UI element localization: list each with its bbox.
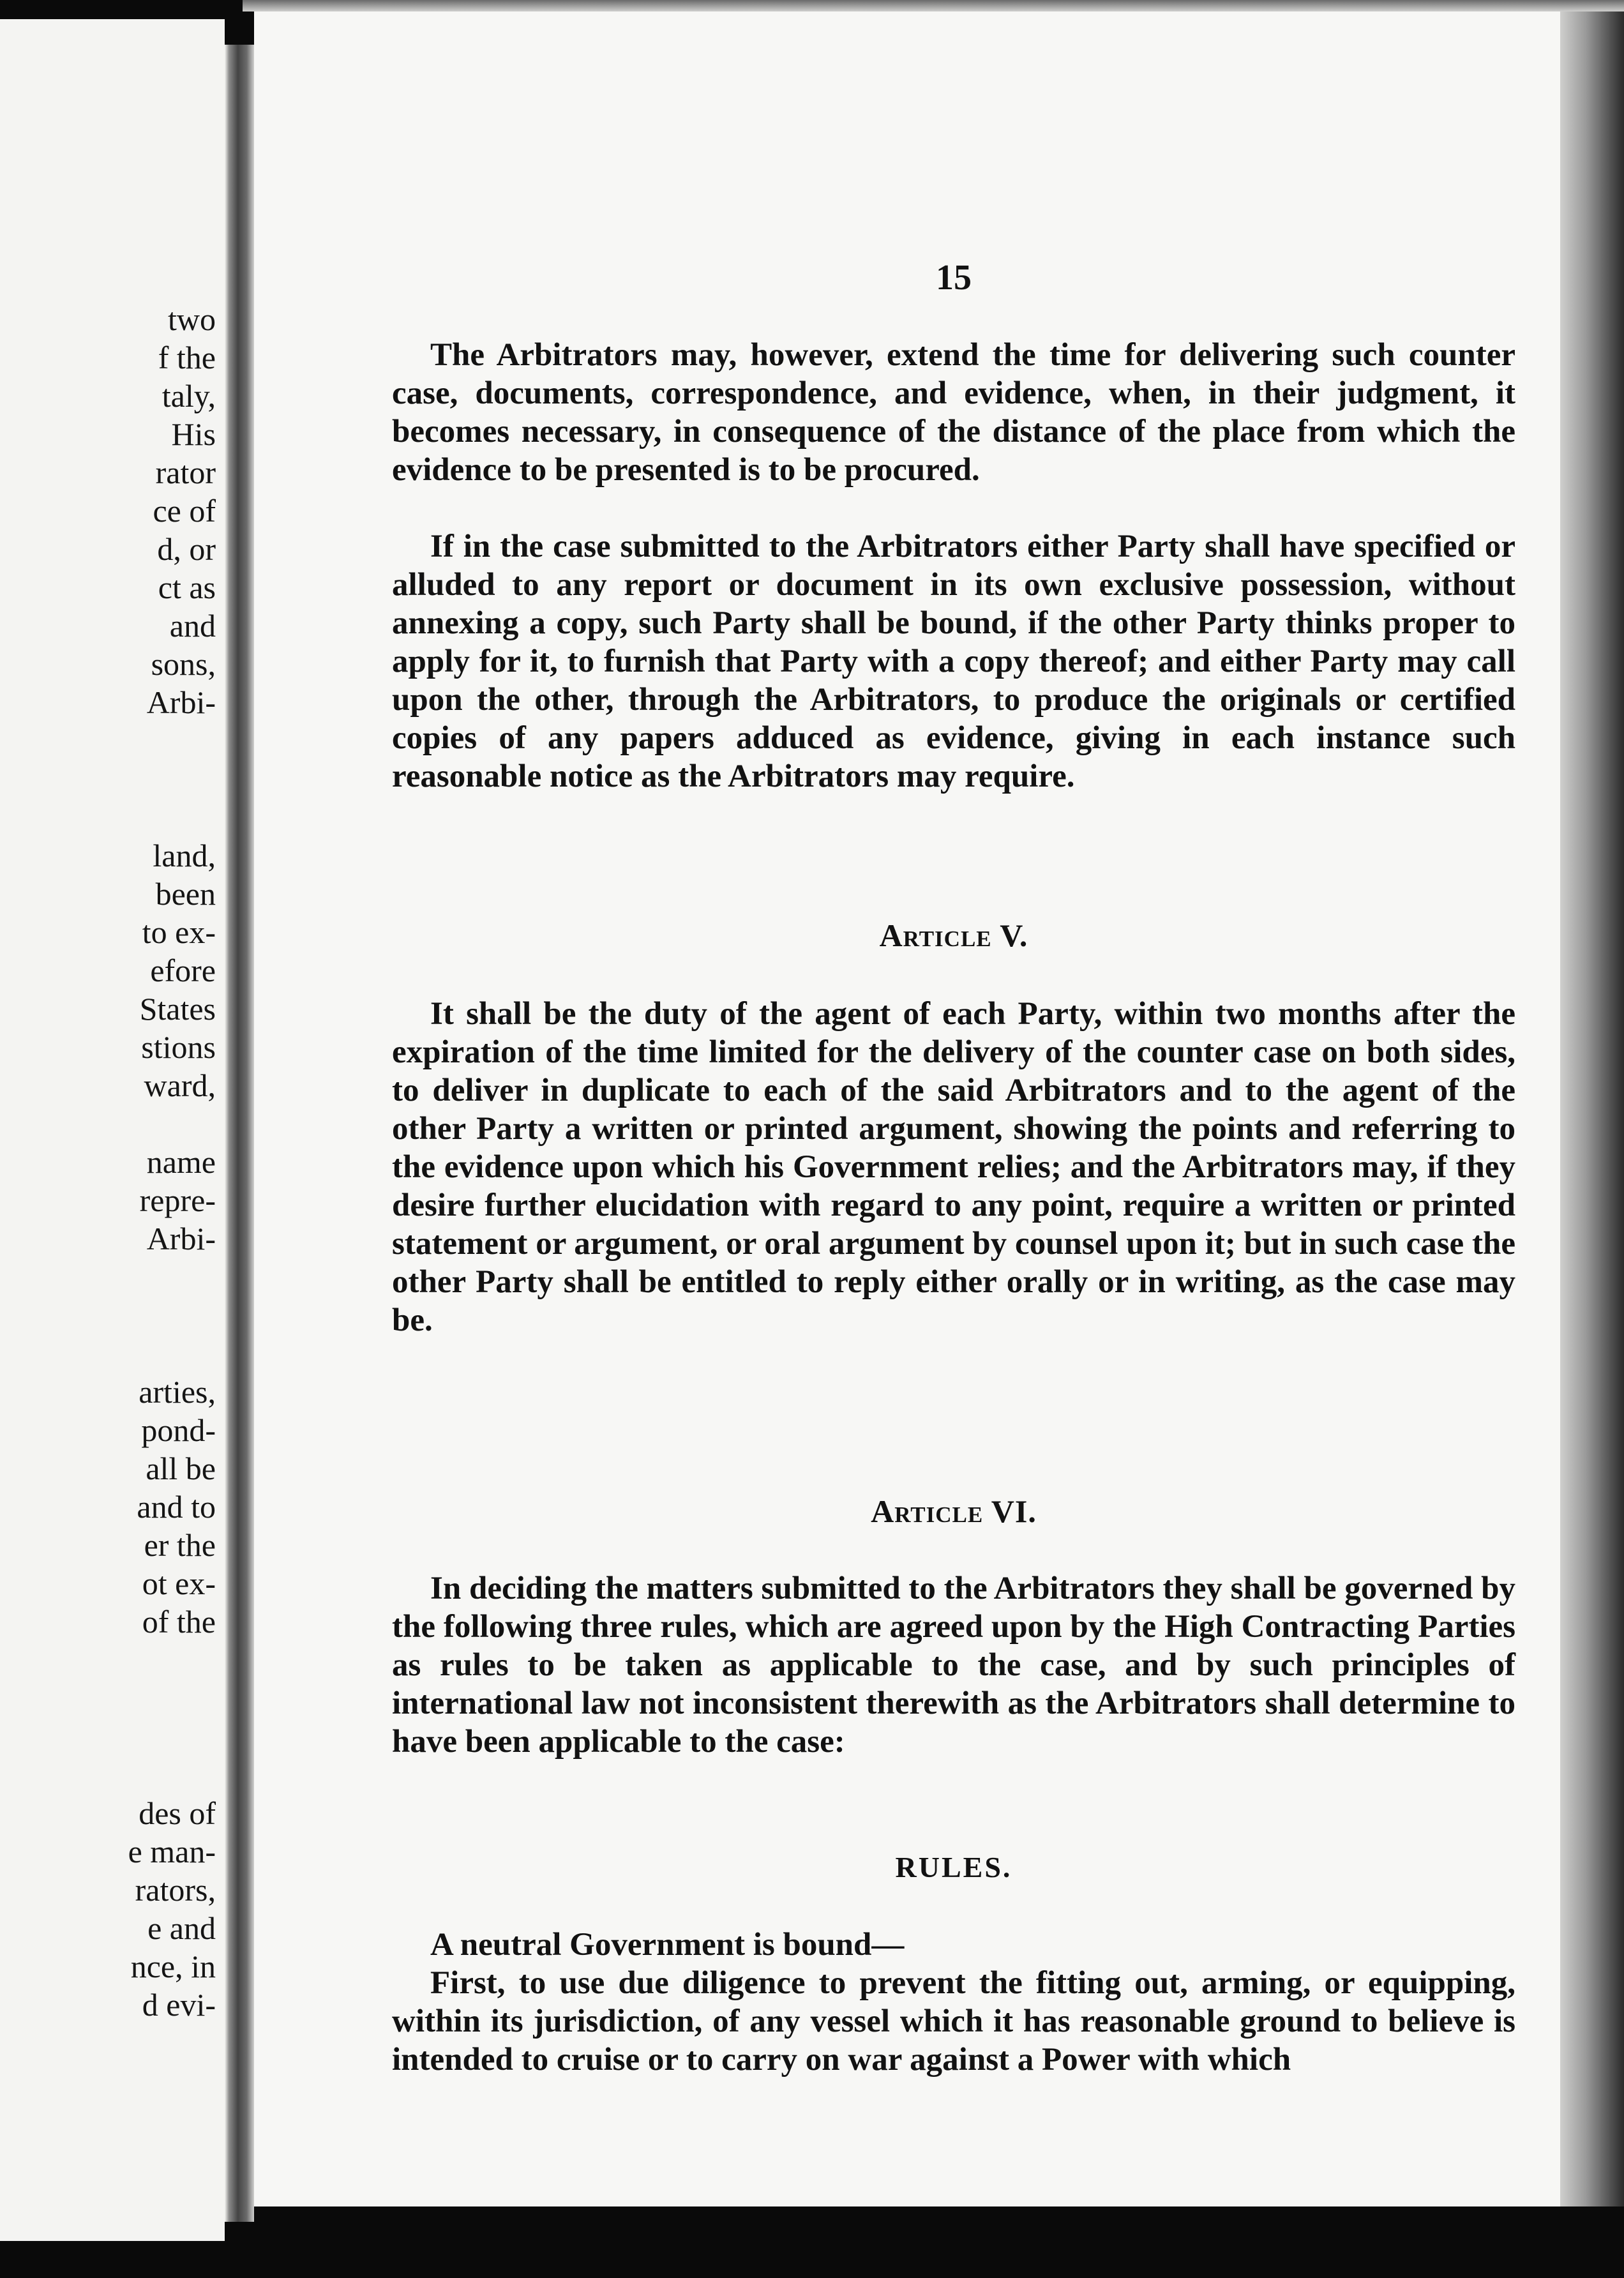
facing-page-line: name — [146, 1144, 216, 1180]
paragraph-extend-time: The Arbitrators may, however, extend the time for delivering such counter case, documents, correspondence, and evidence, when, in their judgment, it becomes necessary, in consequence of the distance of the place from which the evidence to be presented is to be procured. — [392, 337, 1515, 488]
facing-page-line — [128, 1334, 216, 1373]
facing-page-line — [128, 721, 216, 760]
facing-page-line — [128, 1296, 216, 1334]
facing-page-line: pond- — [141, 1412, 216, 1448]
article-v-heading — [392, 917, 1515, 954]
facing-page-line: e man- — [128, 1834, 216, 1869]
paragraph-deciding-matters: In deciding the matters submitted to the Arbitrators they shall be governed by the following three rules, which are agreed upon by the High Contracting Parties as rules to be taken as applicable to the case, and by such principles of international law not inconsistent therewith as the Arbitrators shall determine to have been applicable to the case: — [392, 1571, 1515, 1760]
facing-page-line: ce of — [153, 493, 216, 529]
facing-page-fragment — [0, 19, 225, 2241]
facing-page-line: f the — [158, 340, 216, 375]
facing-page-line: nce, in — [130, 1949, 216, 1984]
facing-page-line — [128, 1258, 216, 1296]
facing-page-line: stions — [141, 1029, 216, 1065]
facing-page-line — [128, 760, 216, 798]
facing-page-line — [128, 1679, 216, 1717]
facing-page-line: arties, — [139, 1374, 216, 1410]
facing-page-line: Arbi- — [146, 684, 216, 720]
facing-page-line: d, or — [157, 531, 216, 567]
facing-page-line: land, — [153, 838, 216, 873]
facing-page-line: repre- — [139, 1182, 216, 1218]
facing-page-line: ct as — [158, 570, 216, 605]
paragraph-exclusive-possession: If in the case submitted to the Arbitrators either Party shall have specified or alluded to any report or document in its own exclusive possession, without annexing a copy, such Party shall be bound, if the other Party thinks proper to apply for it, to furnish that Party with a copy thereof; and either Party may call upon the other, through the Arbitrators, to produce the originals or certified copies of any papers adduced as evidence, giving in each instance such reasonable notice as the Arbitrators may require. — [392, 529, 1515, 794]
facing-page-text — [128, 300, 216, 2024]
facing-page-line: rator — [155, 455, 216, 490]
binding-gutter — [225, 45, 254, 2222]
article-v-label: Article V. — [879, 917, 1028, 953]
rules-heading: RULES. — [895, 1851, 1012, 1883]
facing-page-line: taly, — [162, 378, 216, 414]
facing-page-line: ot ex- — [142, 1565, 216, 1601]
facing-page-line — [128, 1641, 216, 1679]
facing-page-line: and — [169, 608, 216, 644]
book-page — [254, 11, 1560, 2206]
page-number: 15 — [936, 258, 972, 298]
paragraph-first-rule: First, to use due diligence to prevent the fitting out, arming, or equipping, within its jurisdiction, of any vessel which it has reasonable ground to believe is intended to cruise or to carry on war against a Power with which — [392, 1965, 1515, 2078]
article-vi-label: Article VI. — [871, 1493, 1037, 1529]
paragraph-neutral-government: A neutral Government is bound— — [430, 1927, 905, 1963]
facing-page-line: and to — [137, 1489, 216, 1525]
facing-page-line: sons, — [151, 646, 216, 682]
facing-page-line — [128, 1717, 216, 1756]
facing-page-line — [128, 798, 216, 836]
facing-page-line: His — [171, 416, 216, 452]
facing-page-line: all be — [146, 1451, 216, 1486]
facing-page-line: to ex- — [142, 914, 216, 950]
page-edge-shadow — [1560, 11, 1624, 2206]
article-vi-heading — [392, 1493, 1515, 1530]
facing-page-line: er the — [144, 1527, 216, 1563]
facing-page-line: States — [139, 991, 216, 1027]
facing-page-line — [128, 1105, 216, 1143]
facing-page-line — [128, 1756, 216, 1794]
facing-page-line: des of — [139, 1795, 216, 1831]
facing-page-line: of the — [142, 1604, 216, 1640]
facing-page-line: d evi- — [142, 1987, 216, 2023]
facing-page-line: rators, — [135, 1872, 216, 1908]
facing-page-line: Arbi- — [146, 1221, 216, 1256]
facing-page-line: e and — [147, 1910, 216, 1946]
facing-page-line: ward, — [144, 1067, 216, 1103]
paragraph-duty-of-agent: It shall be the duty of the agent of each Party, within two months after the expiration of the time limited for the delivery of the counter case on both sides, to deliver in duplicate to each of the said Arbitrators and to the agent of the other Party a written or printed argument, showing the points and referring to the evidence upon which his Government relies; and the Arbitrators may, if they desire further elucidation with regard to any point, require a written or printed statement or argument, or oral argument by counsel upon it; but in such case the other Party shall be entitled to reply either orally or in writing, as the case may be. — [392, 996, 1515, 1338]
facing-page-line: been — [155, 876, 216, 912]
facing-page-line: efore — [150, 953, 216, 988]
facing-page-line: two — [168, 301, 216, 337]
top-edge — [243, 0, 1624, 11]
